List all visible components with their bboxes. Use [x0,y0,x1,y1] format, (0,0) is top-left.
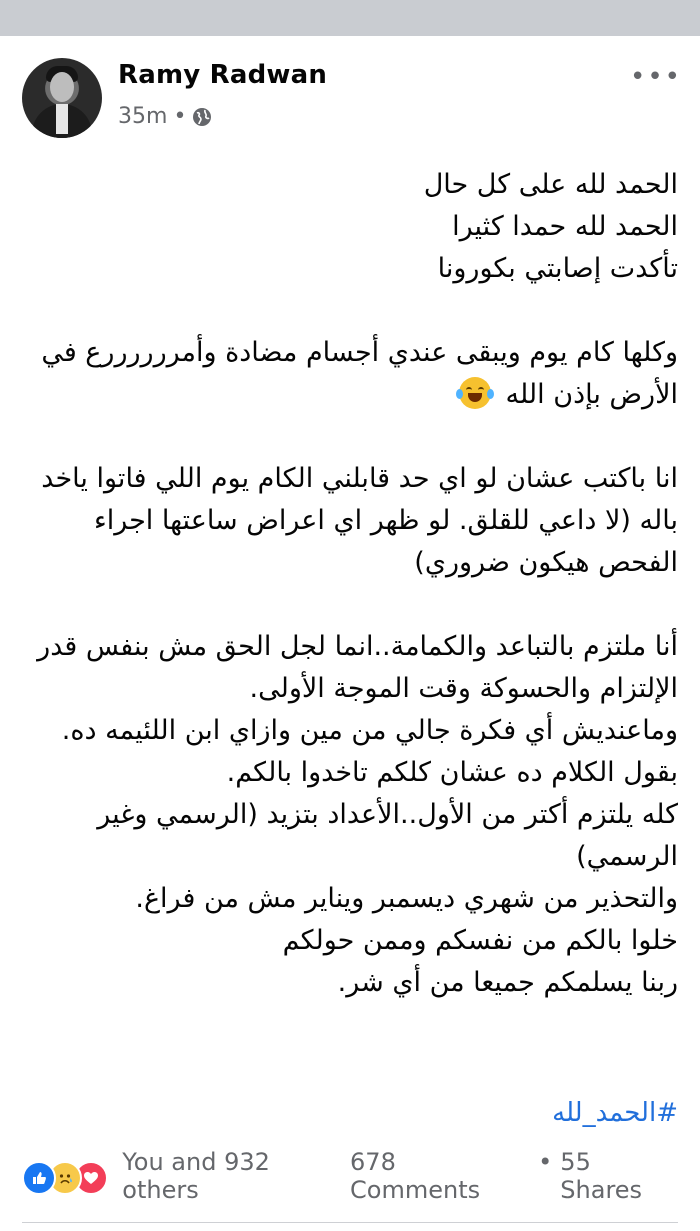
comments-count[interactable]: 678 Comments [350,1148,481,1204]
post-line: كله يلتزم أكتر من الأول..الأعداد بتزيد (الرسمي وغير الرسمي) [97,799,678,872]
post-paragraph: انا باكتب عشان لو اي حد قابلني الكام يوم اللي فاتوا ياخد باله (لا داعي للقلق. لو ظهر اي اعراض ساعتها اجراء الفحص هيكون ضروري) [41,463,678,578]
post-timestamp[interactable]: 35m [118,104,168,129]
divider [22,1222,678,1223]
post-line [18,374,678,416]
post-line: وماعنديش أي فكرة جالي من مين وازاي ابن اللئيمه ده. [61,715,678,746]
post-line: خلوا بالكم من نفسكم وممن حولكم [282,925,678,956]
stats-separator: • [538,1148,553,1176]
post-stats-bar [22,1148,678,1204]
post-line: تأكدت إصابتي بكورونا [437,253,678,284]
author-name[interactable]: Ramy Radwan [118,60,328,90]
post-line: وكلها كام يوم ويبقى عندي أجسام مضادة وأمررررررع في [41,337,678,368]
reaction-icons[interactable] [22,1159,120,1193]
engagement-counts [350,1148,678,1204]
meta-separator: • [173,104,187,129]
post-line: أنا ملتزم بالتباعد والكمامة..انما لجل الحق مش بنفس قدر الإلتزام والحسوكة وقت الموجة الأولى. [37,631,678,704]
hashtag-link[interactable]: #الحمد_لله [552,1098,678,1128]
more-options-icon[interactable]: ••• [630,62,683,92]
post-line: الحمد لله على كل حال [423,169,678,200]
laughing-crying-emoji-icon [459,377,491,409]
like-reaction-icon [22,1161,56,1195]
author-avatar[interactable] [22,58,102,138]
post-body [18,164,678,1004]
post-line: الحمد لله حمدا كثيرا [452,211,678,242]
top-divider-bar [0,0,700,36]
post-line: بقول الكلام ده عشان كلكم تاخدوا بالكم. [226,757,678,788]
post-line: ربنا يسلمكم جميعا من أي شر. [337,967,678,998]
post-line: والتحذير من شهري ديسمبر ويناير مش من فراغ. [135,883,678,914]
shares-count[interactable]: 55 Shares [560,1148,643,1204]
globe-icon[interactable] [192,107,212,127]
post-meta [118,104,212,129]
reactions-count[interactable]: You and 932 others [122,1148,270,1204]
post-line-text: الأرض بإذن الله [505,379,678,410]
